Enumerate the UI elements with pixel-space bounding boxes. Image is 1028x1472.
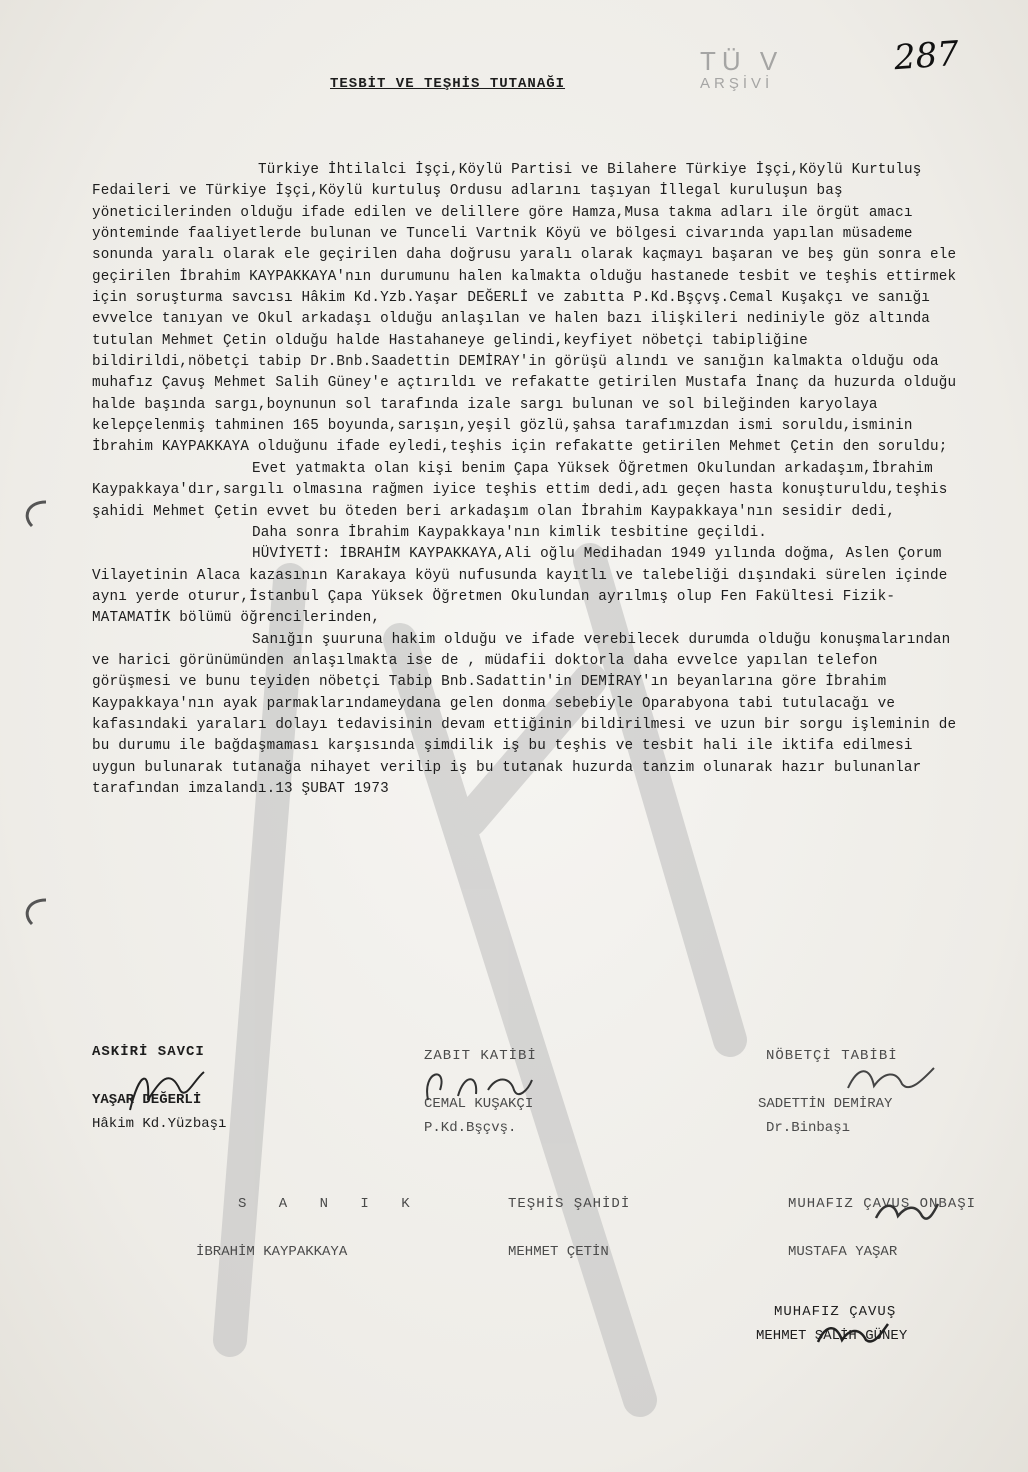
- signature-title: P.Kd.Bşçvş.: [424, 1120, 517, 1136]
- signature-label: MUHAFIZ ÇAVUŞ: [774, 1304, 897, 1320]
- document-body: [92, 160, 964, 800]
- archive-stamp: [700, 46, 783, 92]
- signature-prosecutor: [92, 1040, 226, 1136]
- signature-label: ASKİRİ SAVCI: [92, 1044, 205, 1060]
- signature-title: Hâkim Kd.Yüzbaşı: [92, 1116, 227, 1132]
- signature-clerk: [424, 1044, 537, 1140]
- signature-name: İBRAHİM KAYPAKKAYA: [196, 1244, 348, 1260]
- signature-name: MEHMET SALİH GÜNEY: [756, 1328, 908, 1344]
- signature-label: NÖBETÇİ TABİBİ: [766, 1048, 898, 1064]
- body-paragraph: HÜVİYETİ: İBRAHİM KAYPAKKAYA,Ali oğlu Medihadan 1949 yılında doğma, Aslen Çorum Vilayetinin Alaca kazasının Karakaya köyü nufusunda kayıtlı ve talebeliği dışındaki sürelen içinde aynı yerde oturur,İstanbul Çapa Yüksek Öğretmen Okulundan ayrılmış olup Fen Fakültesi Fizik-MATAMATİK bölümü öğrencilerinden,: [92, 546, 948, 627]
- signature-doctor: [758, 1044, 898, 1140]
- body-paragraph: Daha sonra İbrahim Kaypakkaya'nın kimlik tesbitine geçildi.: [252, 524, 768, 541]
- signature-title: Dr.Binbaşı: [766, 1120, 851, 1136]
- page-number: 287: [892, 33, 961, 79]
- signature-name: MEHMET ÇETİN: [508, 1244, 609, 1260]
- signature-name: CEMAL KUŞAKÇI: [424, 1096, 534, 1112]
- body-paragraph: Evet yatmakta olan kişi benim Çapa Yüksek Öğretmen Okulundan arkadaşım,İbrahim Kaypakkaya'dır,sargılı olmasına rağmen iyice teşhis ettim dedi,adı geçen hasta konuşturuldu,teşhis şahidi Mehmet Çetin evvet bu öteden beri arkadaşım olan İbrahim Kaypakkaya'nın sesidir dedi,: [92, 460, 948, 520]
- signature-name: YAŞAR DEĞERLİ: [92, 1092, 202, 1108]
- document-title: TESBİT VE TEŞHİS TUTANAĞI: [330, 76, 566, 92]
- signature-defendant-name-block: [196, 1240, 347, 1264]
- punch-hole-mark: [18, 496, 52, 530]
- body-paragraph: Türkiye İhtilalci İşçi,Köylü Partisi ve Bilahere Türkiye İşçi,Köylü Kurtuluş Fedaileri ve Türkiye İşçi,Köylü kurtuluş Ordusu adlarını taşıyan İllegal kuruluşun baş yöneticilerinden olduğu ifade edilen ve delillere göre Hamza,Musa takma adları ile örgüt amacı yönteminde faaliyetlerde bulunan ve Tunceli Vartnik Köyü ve bölgesi civarında yapılan müsademe sonunda yaralı olarak ele geçirilen daha doğrusu yaralı olarak kaçmayı başaran ve beş gün sonra ele geçirilen İbrahim KAYPAKKAYA'nın durumunu halen kalmakta olduğu hastanede tesbit ve teşhis ettirmek için soruşturma savcısı Hâkim Kd.Yzb.Yaşar DEĞERLİ ve zabıtta P.Kd.Bşçvş.Cemal Kuşakçı ve sanığı evvelce tanıyan ve Okul arkadaşı olduğu anlaşılan ve halen bazı ilişkileri nediniyle göz altında tutulan Mehmet Çetin olduğu halde Hastahaneye gelindi,keyfiyet nöbetçi tabipliğine bildirildi,nöbetçi tabip Dr.Bnb.Saadettin DEMİRAY'in görüşü alındı ve sanığın kalmakta olduğu oda muhafız Çavuş Mehmet Salih Güney'e açtırıldı ve refakatte getirilen Mustafa İnanç da huzurda olduğu halde başında sargı,boynunun sol tarafında izale sargı bulunan ve sol bileğinden karyolaya kelepçelenmiş tahminen 165 boyunda,sarışın,yeşil gözlü,şahsa tarafımızdan ismi soruldu,isminin İbrahim KAYPAKKAYA olduğunu ifade eyledi,teşhis için refakatte getirilen Mehmet Çetin den soruldu;: [92, 162, 957, 456]
- signature-guard-sergeant: [756, 1300, 907, 1348]
- signature-defendant: [238, 1192, 422, 1216]
- signature-label: ZABIT KATİBİ: [424, 1048, 537, 1064]
- signature-label: MUHAFIZ ÇAVUŞ ONBAŞI: [788, 1196, 977, 1212]
- body-paragraph: Sanığın şuuruna hakim olduğu ve ifade verebilecek durumda olduğu konuşmalarından ve harici görünümünden anlaşılmakta ise de , müdafii doktorla daha evvelce yapılan telefon görüşmesi ve bunu teyiden nöbetçi Tabip Bnb.Sadattin'in DEMİRAY'ın beyanlarına göre İbrahim Kaypakkaya'nın ayak parmaklarındameydana gelen donma sebebiyle Oparabyona tabi tutulacağı ve kafasındaki yaraları dolayı tedavisinin devam ettiğinin bildirilmesi ve uzun bir sorgu işleminin de bu durumu ile bağdaşmaması karşısında şimdilik iş bu teşhis ve tesbit hali ile iktifa edilmesi uygun bulunarak tutanağa nihayet verilip iş bu tutanak huzurda tanzim olunarak hazır bulunanlar tarafından imzalandı.13 ŞUBAT 1973: [92, 631, 957, 797]
- signature-guard-corporal: [788, 1192, 976, 1264]
- signature-label: TEŞHİS ŞAHİDİ: [508, 1196, 631, 1212]
- signature-witness: [508, 1192, 630, 1264]
- punch-hole-mark: [18, 894, 52, 928]
- signature-name: MUSTAFA YAŞAR: [788, 1244, 898, 1260]
- signature-label: S A N I K: [238, 1196, 422, 1212]
- archive-stamp-line2: ARŞİVİ: [700, 75, 774, 92]
- archive-stamp-line1: TÜ V: [700, 46, 784, 76]
- signature-name: SADETTİN DEMİRAY: [758, 1096, 893, 1112]
